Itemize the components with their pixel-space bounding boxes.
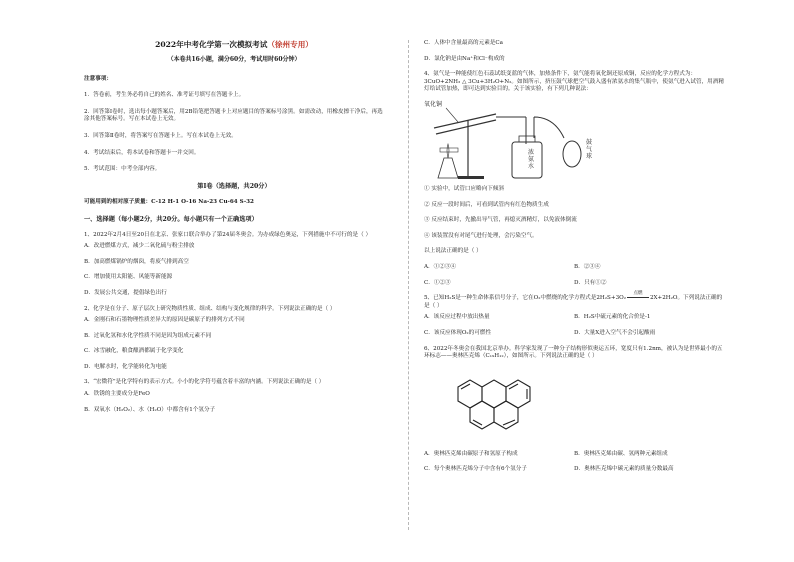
note-4: 4．考试结束后，将本试卷和答题卡一并交回。 <box>84 149 200 156</box>
label-pointer <box>446 108 458 122</box>
q4-statement-1: ① 实验中，试管口应略向下倾斜 <box>424 185 505 192</box>
title-highlight: （徐州专用） <box>267 40 313 49</box>
apparatus-diagram <box>424 98 724 182</box>
q1-option-a: A．改进燃煤方式，减少二氧化硫与粉尘排放 <box>84 243 195 250</box>
q4-option-a: A．①②③④ <box>424 263 457 270</box>
q5-option-b: B．H₂S中硫元素的化合价是-1 <box>574 314 651 321</box>
q3-option-c: C．人体中含量最高的元素是Ca <box>424 40 504 46</box>
column-divider <box>408 40 409 530</box>
q6-option-c: C．每个奥林匹克烯分子中含有6个氢分子 <box>424 466 527 473</box>
q5-options-row-2 <box>424 330 724 338</box>
note-3: 3．回答第Ⅱ卷时，将答案写在答题卡上。写在本试卷上无效。 <box>84 132 237 139</box>
olympicene-structure <box>438 365 724 447</box>
label-ammonia: 浓氨水 <box>528 148 535 170</box>
q2-option-a: A．金刚石和石墨物理性质差异大的原因是碳原子的排列方式不同 <box>84 317 245 324</box>
q2-option-b: B．过氧化氢和水化学性质不同是因为组成元素不同 <box>84 332 212 339</box>
q2-stem: 2、化学是在分子、原子层次上研究物质性质、组成、结构与变化规律的科学。下列说法正确的是（ ） <box>84 305 336 312</box>
ring-5 <box>494 401 518 429</box>
q4-statement-2: ② 反应一段时间后，可看到试管内有红色物质生成 <box>424 201 549 208</box>
q1-option-d: D．发展公共交通，提倡绿色出行 <box>84 289 167 296</box>
q3-option-b: B．双氧水（H₂O₂）、水（H₂O）中都含有1个氢分子 <box>84 406 216 413</box>
q4-option-c: C．①②③ <box>424 279 451 286</box>
stand-base <box>458 176 484 179</box>
page-subtitle: （本卷共16小题，满分60分，考试用时60分钟） <box>167 56 301 63</box>
test-tube-outer <box>434 114 496 128</box>
q4-apparatus-figure <box>424 98 724 182</box>
q6-options-row-1 <box>424 451 724 459</box>
q4-option-d: D．只有①② <box>574 279 607 286</box>
notes-heading: 注意事项： <box>84 75 112 82</box>
q5-condition <box>626 291 650 303</box>
page-title <box>84 40 384 50</box>
q1-stem: 1、2022年2月4日至20日在北京、张家口联合举办了第24届冬奥会。为办成绿色奥运，下列措施中不可行的是（ ） <box>84 231 372 238</box>
ring-2 <box>482 380 506 408</box>
q2-option-d: D．电解水时，化学能转化为电能 <box>84 363 167 370</box>
alcohol-lamp <box>438 158 458 178</box>
air-bulb <box>563 141 581 167</box>
q4-options-row-1 <box>424 264 724 272</box>
q5-stem <box>424 291 724 310</box>
q4-options-row-2 <box>424 280 724 288</box>
section-heading: 一、选择题（每小题2分，共20分。每小题只有一个正确选项） <box>84 215 258 223</box>
q1-option-b: B．加高燃煤锅炉的烟囱，将废气排到高空 <box>84 258 189 265</box>
olympicene-diagram <box>438 365 558 447</box>
q6-stem: 6、2022年冬奥会在我国北京举办。科学家发现了一种分子结构形似奥运五环，宽度只有1.2nm，被认为是世界最小的五环标志——奥林匹克烯（C₁₉H₁₂），如图所示。下列说法正确的是（ ） <box>424 345 723 360</box>
q5-options-row-1 <box>424 314 724 322</box>
q4-statement-3: ③ 反应结束时，先撤出导气管，再熄灭酒精灯，以免液体倒流 <box>424 217 577 224</box>
q3-option-d: D．氯化钠是由Na⁺和Cl⁻构成的 <box>424 55 505 62</box>
q5-option-c: C．该反应体现O₂的可燃性 <box>424 329 492 336</box>
q5-option-a: A．该反应过程中放出热量 <box>424 314 490 321</box>
q3-stem: 3、“宏微符”是化学特有的表示方式。小小的化学符号蕴含着丰富的内涵。下列说法正确的是（ ） <box>84 379 325 386</box>
q6-option-d: D．奥林匹克烯中碳元素的质量分数最高 <box>574 466 674 473</box>
q5-option-d: D．大量X进入空气不会引起酸雨 <box>574 329 656 336</box>
bottle-stopper <box>519 136 535 142</box>
q5-stem-before: 5、已知H₂S是一种生命体系信号分子，它在O₂中燃烧的化学方程式是2H₂S+3O₂ <box>424 295 626 302</box>
part1-heading: 第Ⅰ卷（选择题，共20分） <box>197 182 271 190</box>
q3-option-a: A．铁锈的主要成分是FeO <box>84 391 150 398</box>
q4-statement-4: ④ 该装置没有对尾气进行处理，会污染空气。 <box>424 232 538 239</box>
note-5: 5．考试范围：中考全部内容。 <box>84 166 161 173</box>
q5-stem-after: 2X+2H₂O。下列说法正确的是（ ） <box>424 295 723 309</box>
q4-prompt: 以上说法正确的是（ ） <box>424 248 482 255</box>
q6-option-b: B．奥林匹克烯由碳、氢两种元素组成 <box>574 450 668 457</box>
q2-option-c: C．冰雪融化，粮食酿酒都属于化学变化 <box>84 348 184 355</box>
test-tube-inner <box>436 120 496 134</box>
q5-condition-label: 点燃 <box>633 291 643 297</box>
note-1: 1．答卷前，考生务必将自己的姓名、准考证号填写在答题卡上。 <box>84 92 245 99</box>
label-bulb: 鼓气球 <box>586 138 593 160</box>
q4-stem: 4、氨气是一种能使红色石蕊试纸变蓝的气体，加热条件下，氨气能将氧化铜还原成铜，反应的化学方程式为：3CuO+2NH₃ △ 3Cu+3H₂O+N₂。如图所示，挤压鼓气球把空气鼓入盛有浓氨水的集气瓶中，使氨气进入试管，用酒精灯给试管加热，即可达到实验目的。关于该实验，有下列几种说法： <box>424 71 724 93</box>
q4-option-b: B．②③④ <box>574 263 601 270</box>
q6-option-a: A．奥林匹克烯由碳原子和氢原子构成 <box>424 450 518 457</box>
note-2: 2．回答第Ⅰ卷时，选出每小题答案后，用2B铅笔把答题卡上对应题目的答案标号涂黑。如需改动，用橡皮擦干净后，再选涂其他答案标号。写在本试卷上无效。 <box>84 108 383 123</box>
atomic-masses: 可能用到的相对原子质量：C-12 H-1 O-16 Na-23 Cu-64 S-32 <box>84 199 254 206</box>
left-column <box>84 38 384 422</box>
q6-options-row-2 <box>424 466 724 474</box>
q1-option-c: C．增加使用太阳能、风能等新能源 <box>84 274 173 281</box>
title-main: 2022年中考化学第一次模拟考试 <box>155 40 268 49</box>
gas-bottle <box>512 142 542 178</box>
right-column <box>424 40 724 482</box>
label-copper-oxide: 氧化铜 <box>424 100 443 108</box>
bulb-tube <box>534 117 564 138</box>
lamp-flame <box>447 144 449 158</box>
